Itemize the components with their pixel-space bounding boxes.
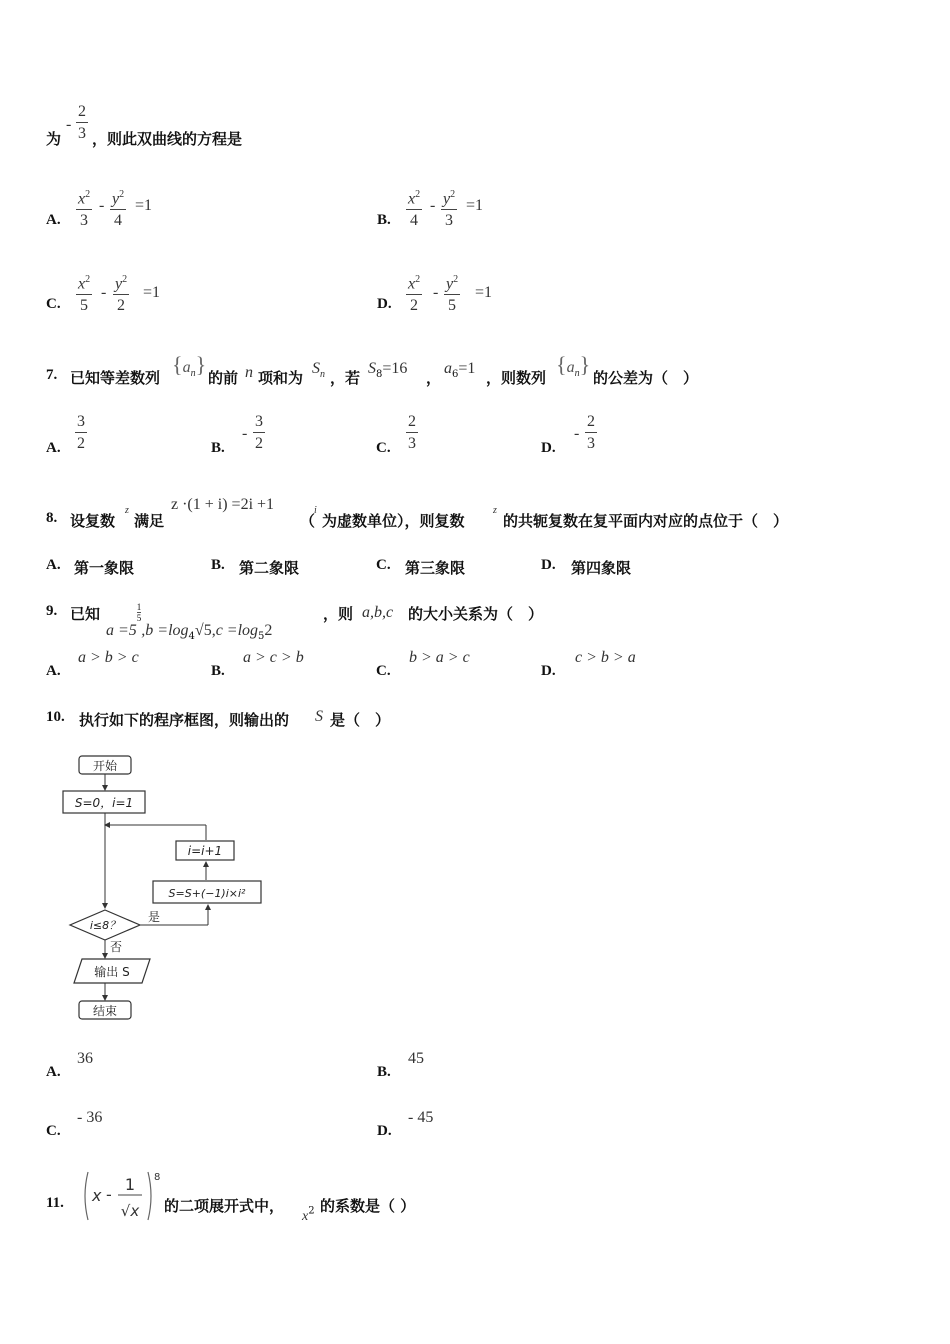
q8-text-1: 设复数 — [70, 512, 116, 530]
q7-text-5: ，则数列 — [486, 369, 547, 387]
q9-definitions: a =5 $\frac{1}{5}$ $,b =\log_4√5,c =\log_52$ — [106, 602, 273, 643]
q8-option-d-label[interactable]: D. — [541, 557, 556, 573]
q6-option-b-eq: =1 — [466, 197, 484, 214]
q6-option-c-minus: - — [101, 284, 107, 301]
q8-text-4: 为虚数单位），则复数 — [322, 512, 465, 530]
q8-equation: z ·(1 + i) =2i +1 — [171, 496, 275, 513]
q7-text-6: 的公差为（ ） — [593, 369, 699, 387]
q8-text-2: 满足 — [134, 512, 165, 530]
flow-output-text: 输出 S — [94, 965, 130, 979]
q8-option-b-label[interactable]: B. — [211, 557, 225, 573]
q6-option-a-frac2: $\frac{y^2}{4}$ — [110, 185, 126, 232]
q9-option-d-text[interactable]: c > b > a — [575, 649, 636, 666]
q11-sqrtx: √x — [120, 1202, 140, 1220]
q7-seq-an-2: $\{a_n\}$ — [556, 352, 591, 380]
q7-option-d-label[interactable]: D. — [541, 440, 556, 456]
q7-option-a-frac: $\frac{3}{2}$ — [77, 413, 85, 452]
q11-text-2: 的系数是（ ） — [320, 1197, 416, 1215]
q8-text-5: 的共轭复数在复平面内对应的点位于（ ） — [503, 512, 789, 530]
q8-z-2: z — [493, 505, 497, 516]
flow-yes-label: 是 — [148, 910, 161, 924]
q9-option-a-text[interactable]: a > b > c — [78, 649, 139, 666]
q10-option-d-text[interactable]: - 45 — [408, 1109, 434, 1126]
q8-option-d-text[interactable]: 第四象限 — [571, 559, 632, 577]
q10-option-a-label[interactable]: A. — [46, 1064, 61, 1080]
flow-start-text: 开始 — [92, 759, 118, 773]
flow-no-label: 否 — [110, 940, 123, 954]
q9-option-d-label[interactable]: D. — [541, 663, 556, 679]
flow-end-text: 结束 — [92, 1004, 118, 1018]
q8-option-a-text[interactable]: 第一象限 — [74, 559, 135, 577]
q6-option-d-eq: =1 — [475, 284, 493, 301]
q6-text: ，则此双曲线的方程是 — [92, 130, 243, 148]
q6-option-a-minus: - — [99, 197, 105, 214]
q7-option-c-frac: $\frac{2}{3}$ — [408, 413, 416, 452]
q10-option-c-text[interactable]: - 36 — [77, 1109, 103, 1126]
flow-init-text: S=0，i=1 — [74, 796, 134, 810]
q7-option-b-label[interactable]: B. — [211, 440, 225, 456]
q7-a6-eq: $a_6=1$ — [444, 360, 476, 381]
q8-option-b-text[interactable]: 第二象限 — [239, 559, 300, 577]
q10-option-c-label[interactable]: C. — [46, 1123, 61, 1139]
q6-option-b-label[interactable]: B. — [377, 212, 391, 228]
q7-seq-an: $\{a_n\}$ — [172, 352, 207, 380]
q9-option-c-label[interactable]: C. — [376, 663, 391, 679]
q7-option-b-neg: - — [242, 425, 248, 442]
q11-expression — [80, 1168, 164, 1224]
q6-prefix: 为 — [46, 130, 62, 148]
q7-n: n — [245, 364, 253, 381]
q9-option-a-label[interactable]: A. — [46, 663, 61, 679]
q7-text-2: 的前 — [208, 369, 239, 387]
q11-minus: - — [106, 1185, 112, 1204]
q10-option-d-label[interactable]: D. — [377, 1123, 392, 1139]
q7-option-d-neg: - — [574, 425, 580, 442]
q6-option-d-frac1: $\frac{x^2}{2}$ — [406, 270, 422, 317]
q9-text-1: 已知 — [70, 605, 101, 623]
q9-text-3: 的大小关系为（ ） — [408, 605, 544, 623]
q7-number: 7. — [46, 367, 58, 383]
q10-text-1: 执行如下的程序框图，则输出的 — [79, 711, 290, 729]
q7-sep: ， — [426, 369, 442, 387]
q11-power: 8 — [154, 1172, 161, 1183]
q10-option-b-text[interactable]: 45 — [408, 1050, 424, 1067]
q6-option-b-minus: - — [430, 197, 436, 214]
q9-option-b-text[interactable]: a > c > b — [243, 649, 304, 666]
q7-option-b-frac: $\frac{3}{2}$ — [255, 413, 263, 452]
flow-update-text: S=S+(−1)i×i² — [168, 887, 246, 900]
q6-option-d-label[interactable]: D. — [377, 296, 392, 312]
q6-option-a-frac1: $\frac{x^2}{3}$ — [76, 185, 92, 232]
q7-text-4: ，若 — [330, 369, 361, 387]
q7-option-a-label[interactable]: A. — [46, 440, 61, 456]
q7-sn: $S_n$ — [312, 360, 325, 381]
q10-s: S — [315, 708, 323, 725]
q9-option-c-text[interactable]: b > a > c — [409, 649, 470, 666]
q10-number: 10. — [46, 709, 65, 725]
q6-option-d-frac2: $\frac{y^2}{5}$ — [444, 270, 460, 317]
q7-option-c-label[interactable]: C. — [376, 440, 391, 456]
q11-number: 11. — [46, 1195, 64, 1211]
q6-option-c-label[interactable]: C. — [46, 296, 61, 312]
q10-text-2: 是（ ） — [330, 711, 391, 729]
q9-text-2: ，则 — [323, 605, 354, 623]
q11-text-1: 的二项展开式中， — [164, 1197, 285, 1215]
q9-vars: a,b,c — [362, 604, 394, 621]
q11-one: 1 — [124, 1175, 136, 1194]
q6-option-c-frac2: $\frac{y^2}{2}$ — [113, 270, 129, 317]
q6-neg-sign: - — [66, 116, 72, 133]
q8-option-a-label[interactable]: A. — [46, 557, 61, 573]
q6-option-a-label[interactable]: A. — [46, 212, 61, 228]
flow-condition-text: i≤8？ — [89, 919, 121, 932]
q6-option-b-frac1: $\frac{x^2}{4}$ — [406, 185, 422, 232]
q8-z: z — [125, 505, 129, 516]
q7-text-1: 已知等差数列 — [70, 369, 161, 387]
q6-option-d-minus: - — [433, 284, 439, 301]
q8-i: i — [314, 505, 317, 516]
flow-inc-text: i=i+1 — [187, 844, 223, 858]
q8-number: 8. — [46, 510, 58, 526]
q7-option-d-frac: $\frac{2}{3}$ — [587, 413, 595, 452]
q8-text-3: （ — [300, 512, 316, 530]
q6-option-c-eq: =1 — [143, 284, 161, 301]
q7-s8-eq: $S_8=16$ — [368, 360, 408, 381]
q10-flowchart — [60, 750, 280, 1030]
q6-slope-fraction: $\frac{2}{3}$ — [78, 103, 86, 142]
q7-text-3: 项和为 — [258, 369, 304, 387]
q9-number: 9. — [46, 603, 58, 619]
q6-option-c-frac1: $\frac{x^2}{5}$ — [76, 270, 92, 317]
q10-option-b-label[interactable]: B. — [377, 1064, 391, 1080]
q6-option-b-frac2: $\frac{y^2}{3}$ — [441, 185, 457, 232]
q11-x: x — [92, 1186, 102, 1205]
q9-option-b-label[interactable]: B. — [211, 663, 225, 679]
q10-option-a-text[interactable]: 36 — [77, 1050, 93, 1067]
q6-option-a-eq: =1 — [135, 197, 153, 214]
q11-x2: $x^2$ — [302, 1205, 315, 1224]
q8-option-c-label[interactable]: C. — [376, 557, 391, 573]
q8-option-c-text[interactable]: 第三象限 — [405, 559, 466, 577]
